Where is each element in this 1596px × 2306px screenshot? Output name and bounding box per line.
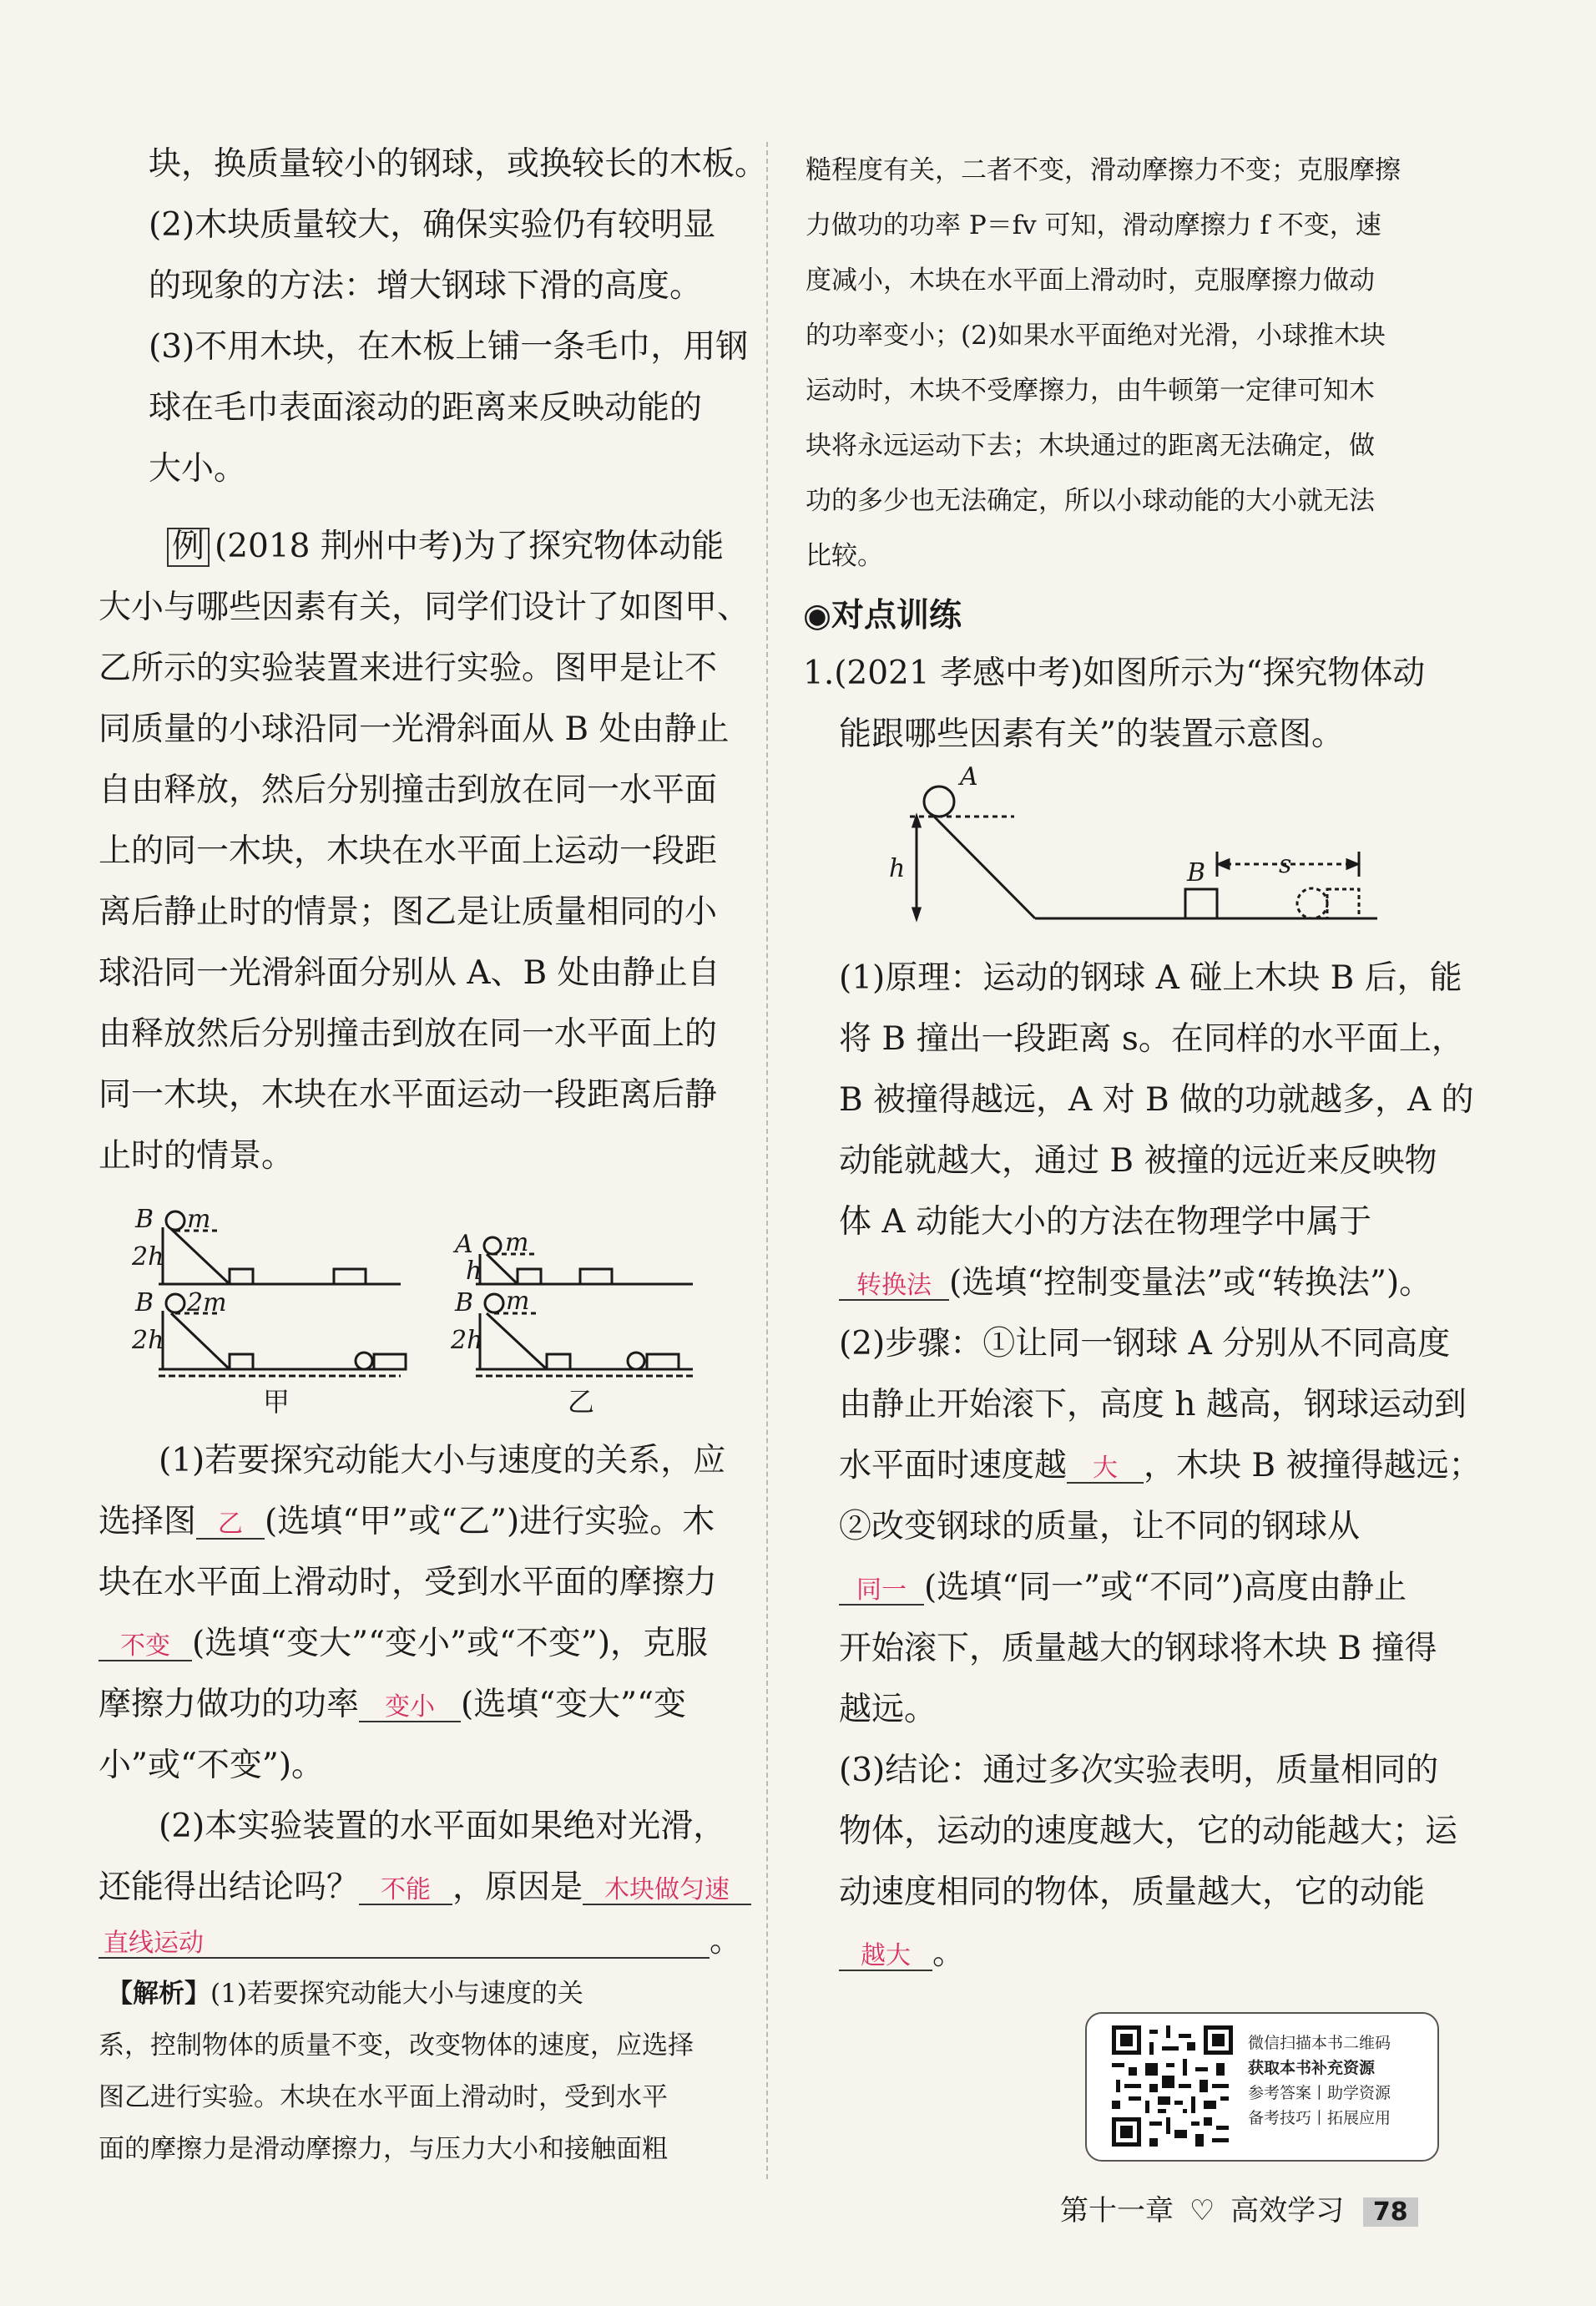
svg-text:甲: 甲: [263, 1386, 290, 1418]
principle-line: B 被撞得越远，A 对 B 做的功就越多，A 的: [839, 1081, 1474, 1119]
principle-line: 转换法 (选填“控制变量法”或“转换法”)。: [839, 1257, 1432, 1303]
analysis-line: 比较。: [806, 541, 883, 571]
svg-text:s: s: [1279, 850, 1292, 879]
qr-code-icon: [1112, 2025, 1233, 2147]
text-line: (3)不用木块，在木板上铺一条毛巾，用钢: [149, 328, 749, 366]
problem-line: 能跟哪些因素有关”的装置示意图。: [839, 716, 1344, 753]
svg-text:B: B: [135, 1205, 154, 1234]
text-line: 同一木块，木块在水平面运动一段距离后静: [98, 1076, 718, 1114]
answer-blank[interactable]: 同一: [839, 1576, 924, 1606]
analysis-line: 糙程度有关，二者不变，滑动摩擦力不变；克服摩擦: [806, 155, 1401, 185]
qr-code-card[interactable]: [1085, 2012, 1439, 2162]
svg-text:h: h: [889, 854, 906, 883]
steps-line: 水平面时速度越 大 ，木块 B 被撞得越远；: [839, 1447, 1482, 1484]
conclusion-line: 物体，运动的速度越大，它的动能越大；运: [839, 1813, 1458, 1850]
q2-line: (2)本实验装置的水平面如果绝对光滑，: [159, 1808, 726, 1845]
principle-line: 将 B 撞出一段距离 s。在同样的水平面上，: [839, 1020, 1464, 1058]
svg-text:A: A: [455, 1230, 473, 1259]
analysis-line: 运动时，木块不受摩擦力，由牛顿第一定律可知木: [806, 376, 1375, 406]
steps-line: 由静止开始滚下，高度 h 越高，钢球运动到: [839, 1386, 1467, 1424]
problem-line: 1.(2021 孝感中考)如图所示为“探究物体动: [803, 655, 1426, 692]
answer-blank[interactable]: 大: [1067, 1454, 1144, 1484]
answer-blank[interactable]: 乙: [196, 1510, 265, 1540]
q1-line: 小”或“不变”)。: [98, 1747, 325, 1784]
text-line: 离后静止时的情景；图乙是让质量相同的小: [98, 893, 718, 931]
series-label: 高效学习: [1230, 2194, 1345, 2228]
answer-blank[interactable]: 不变: [98, 1632, 192, 1661]
analysis-line: 功的多少也无法确定，所以小球动能的大小就无法: [806, 486, 1375, 516]
heart-icon: ♡: [1189, 2194, 1215, 2228]
text-line: 上的同一木块，木块在水平面上运动一段距: [98, 832, 718, 870]
analysis-line: 【解析】(1)若要探究动能大小与速度的关: [107, 1979, 583, 2009]
text-line: 大小与哪些因素有关，同学们设计了如图甲、: [98, 589, 750, 626]
text-line: (2)木块质量较大，确保实验仍有较明显: [149, 206, 716, 244]
analysis-line: 力做功的功率 P＝fv 可知，滑动摩擦力 f 不变，速: [806, 210, 1381, 240]
answer-blank[interactable]: 木块做匀速: [583, 1876, 751, 1905]
answer-blank[interactable]: 变小: [359, 1693, 461, 1722]
text-line: 大小。: [149, 450, 247, 488]
steps-line: (2)步骤：①让同一钢球 A 分别从不同高度: [839, 1325, 1451, 1363]
analysis-line: 度减小，木块在水平面上滑动时，克服摩擦力做动: [806, 265, 1375, 296]
principle-line: 体 A 动能大小的方法在物理学中属于: [839, 1203, 1371, 1241]
steps-line: 开始滚下，质量越大的钢球将木块 B 撞得: [839, 1630, 1437, 1667]
text-line: 止时的情景。: [98, 1137, 295, 1175]
text-line: 乙所示的实验装置来进行实验。图甲是让不: [98, 650, 718, 687]
svg-text:m: m: [506, 1287, 530, 1316]
q2-line: 直线运动 。: [98, 1914, 742, 1961]
answer-blank[interactable]: 转换法: [839, 1272, 949, 1301]
q1-line: (1)若要探究动能大小与速度的关系，应: [159, 1442, 726, 1479]
text-line: 由释放然后分别撞击到放在同一水平面上的: [98, 1015, 718, 1053]
svg-text:乙: 乙: [568, 1386, 595, 1418]
svg-text:2h: 2h: [132, 1242, 164, 1272]
svg-text:2h: 2h: [451, 1326, 483, 1355]
page-footer: [1060, 2187, 1418, 2228]
q1-line: 不变 (选填“变大”“变小”或“不变”)，克服: [98, 1617, 708, 1664]
svg-text:B: B: [1187, 858, 1206, 888]
example-intro: 例 (2018 荆州中考)为了探究物体动能: [167, 520, 724, 567]
chapter-label: 第十一章: [1060, 2194, 1174, 2228]
steps-line: 同一 (选填“同一”或“不同”)高度由静止: [839, 1561, 1407, 1608]
example-figure: [125, 1202, 710, 1419]
svg-text:2h: 2h: [132, 1326, 164, 1355]
steps-line: ②改变钢球的质量，让不同的钢球从: [839, 1508, 1361, 1545]
svg-text:2m: 2m: [187, 1288, 227, 1317]
q1-line: 选择图 乙 (选填“甲”或“乙”)进行实验。木: [98, 1503, 715, 1540]
svg-text:A: A: [960, 764, 978, 791]
principle-line: 动能就越大，通过 B 被撞的远近来反映物: [839, 1142, 1437, 1180]
analysis-line: 块将永远运动下去；木块通过的距离无法确定，做: [806, 431, 1375, 461]
conclusion-line: 动速度相同的物体，质量越大，它的动能: [839, 1874, 1426, 1911]
conclusion-line: (3)结论：通过多次实验表明，质量相同的: [839, 1752, 1439, 1789]
q2-line: 还能得出结论吗？ 不能 ，原因是 木块做匀速: [98, 1861, 751, 1908]
text-line: 球在毛巾表面滚动的距离来反映动能的: [149, 389, 703, 427]
analysis-line: 系，控制物体的质量不变，改变物体的速度，应选择: [98, 2030, 694, 2061]
section-title: ◉对点训练: [803, 597, 962, 635]
svg-text:B: B: [455, 1288, 474, 1317]
ramp-figure: [876, 764, 1411, 931]
text-line: 的现象的方法：增大钢球下滑的高度。: [149, 267, 703, 305]
column-divider: [766, 142, 768, 2179]
text-line: 球沿同一光滑斜面分别从 A、B 处由静止自: [98, 954, 720, 992]
example-label: 例: [167, 528, 210, 567]
analysis-label: 【解析】: [107, 1979, 210, 2009]
q1-line: 块在水平面上滑动时，受到水平面的摩擦力: [98, 1564, 718, 1601]
q1-line: 摩擦力做功的功率 变小 (选填“变大”“变: [98, 1686, 687, 1723]
qr-text: 微信扫描本书二维码 获取本书补充资源 参考答案丨助学资源 备考技巧丨拓展应用: [1248, 2034, 1391, 2127]
svg-text:m: m: [505, 1228, 529, 1257]
answer-blank[interactable]: 不能: [359, 1876, 452, 1905]
analysis-line: 图乙进行实验。木块在水平面上滑动时，受到水平: [98, 2082, 668, 2112]
analysis-line: 面的摩擦力是滑动摩擦力，与压力大小和接触面粗: [98, 2134, 668, 2164]
text-line: 同质量的小球沿同一光滑斜面从 B 处由静止: [98, 711, 730, 748]
answer-blank[interactable]: 直线运动: [98, 1929, 710, 1959]
text-line: 块，换质量较小的钢球，或换较长的木板。: [149, 145, 768, 183]
svg-text:h: h: [466, 1257, 482, 1286]
svg-text:B: B: [135, 1288, 154, 1317]
answer-blank[interactable]: 越大: [839, 1942, 932, 1971]
principle-line: (1)原理：运动的钢球 A 碰上木块 B 后，能: [839, 959, 1462, 997]
conclusion-line: 越大 。: [839, 1927, 965, 1974]
page-number: 78: [1363, 2197, 1418, 2227]
analysis-line: 的功率变小；(2)如果水平面绝对光滑，小球推木块: [806, 321, 1386, 351]
text-line: 自由释放，然后分别撞击到放在同一水平面: [98, 771, 718, 809]
steps-line: 越远。: [839, 1691, 937, 1728]
svg-text:m: m: [187, 1205, 211, 1234]
